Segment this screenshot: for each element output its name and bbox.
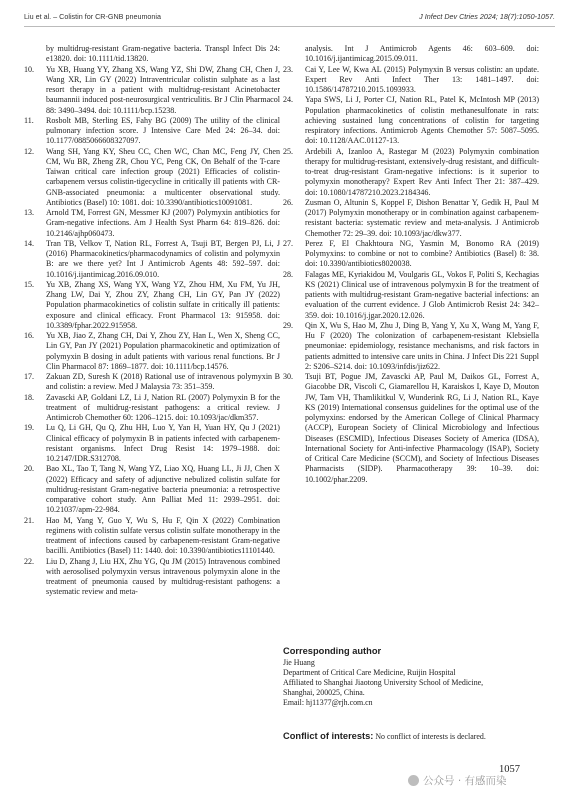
header-rule — [24, 26, 555, 27]
reference-item: 25. Ardebili A, Izanloo A, Rastegar M (2023) Polymyxin combination therapy for multidrug-resistant, extensively-drug resistant, and difficult-to-treat drug-resistant Gram-negative infections: is it superior to polymyxin monotherapy? Expert Rev Anti Infect Ther 21: 387–429. doi: 10.1080/14787210.2023.2184346. — [283, 146, 539, 197]
conflict-of-interests — [283, 731, 563, 741]
reference-item: 16. Yu XB, Jiao Z, Zhang CH, Dai Y, Zhou ZY, Han L, Wen X, Sheng CC, Lin GY, Pan JY (2021) Population pharmacokinetic and optimization of polymyxin B dosing in adult patients with various renal functions. Br J Clin Pharmacol 87: 1869–1877. doi: 10.1111/bcp.14576. — [24, 331, 280, 371]
reference-item: 11. Rosbolt MB, Sterling ES, Fahy BG (2009) The utility of the clinical pulmonary infection score. J Intensive Care Med 24: 26–34. doi: 10.1177/0885066608327097. — [24, 115, 280, 146]
reference-item: 27. Perez F, El Chakhtoura NG, Yasmin M, Bonomo RA (2019) Polymyxins: to combine or not to combine? Antibiotics (Basel) 8: 38. doi: 10.3390/antibiotics8020038. — [283, 238, 539, 269]
reference-item: 13. Arnold TM, Forrest GN, Messmer KJ (2007) Polymyxin antibiotics for Gram-negative infections. Am J Health Syst Pharm 64: 819–826. doi: 10.2146/ajhp060473. — [24, 208, 280, 238]
reference-item: 24. Yapa SWS, Li J, Porter CJ, Nation RL, Patel K, McIntosh MP (2013) Population pharmacokinetics of colistin methanesulfonate in rats: achieving sustained lung concentrations of colistin for targeting respiratory infections. Antimicrob Agents Chemother 57: 5087–5095. doi: 10.1128/AAC.01127-13. — [283, 95, 539, 146]
author-affiliation: Department of Critical Care Medicine, Ruijin Hospital — [283, 668, 456, 678]
reference-item: 18. Zavascki AP, Goldani LZ, Li J, Nation RL (2007) Polymyxin B for the treatment of multidrug-resistant pathogens: a critical review. J Antimicrob Chemother 60: 1206–1215. doi: 10.1093/jac/dkm357. — [24, 392, 280, 422]
reference-item: 26. Zusman O, Altunin S, Koppel F, Dishon Benattar Y, Gedik H, Paul M (2017) Polymyxin monotherapy or in combination against carbapenem-resistant bacteria: systematic review and meta-analysis. J Antimicrob Chemother 72: 29–39. doi: 10.1093/jac/dkw377. — [283, 197, 539, 238]
header-right: J Infect Dev Ctries 2024; 18(7):1050-1057. — [419, 12, 555, 21]
reference-item: 17. Zakuan ZD, Suresh K (2018) Rational use of intravenous polymyxin B and colistin: a review. Med J Malaysia 73: 351–359. — [24, 372, 280, 392]
reference-item: 20. Bao XL, Tao T, Tang N, Wang YZ, Liao XQ, Huang LL, Ji JJ, Chen X (2022) Efficacy and safety of adjunctive nebulized colistin sulfate for multidrug-resistant Gram-negative bacteria pneumonia: a retrospective comparative cohort study. Ann Palliat Med 11: 2939–2951. doi: 10.21037/apm-22-984. — [24, 464, 280, 515]
references-right-column — [283, 44, 539, 485]
reference-item: 14. Tran TB, Velkov T, Nation RL, Forrest A, Tsuji BT, Bergen PJ, Li, J (2016) Pharmacokinetics/pharmacodynamics of colistin and polymyxin B: are we there yet? Int J Antimicrob Agents 48: 592–597. doi: 10.1016/j.ijantimicag.2016.09.010. — [24, 238, 280, 279]
author-affiliation: Affiliated to Shanghai Jiaotong University School of Medicine, — [283, 678, 484, 688]
reference-item: 23. Cai Y, Lee W, Kwa AL (2015) Polymyxin B versus colistin: an update. Expert Rev Anti Infect Ther 13: 1481–1497. doi: 10.1586/14787210.2015.1093933. — [283, 64, 539, 94]
running-header — [24, 12, 555, 24]
reference-item: 15. Yu XB, Zhang XS, Wang YX, Wang YZ, Zhou HM, Xu FM, Yu JH, Zhang LW, Dai Y, Zhou ZY, Zhang CH, Lin GY, Pan JY (2022) Population pharmacokinetics of colistin sulfate in critically ill patients: exposure and clinical efficacy. Front Pharmacol 13: 915958. doi: 10.3389/fphar.2022.915958. — [24, 279, 280, 330]
reference-item: 29. Qin X, Wu S, Hao M, Zhu J, Ding B, Yang Y, Xu X, Wang M, Yang F, Hu F (2020) The colonization of carbapenem-resistant Klebsiella pneumoniae: epidemiology, resistance mechanisms, and risk factors in patients admitted to intensive care units in China. J Infect Dis 221 Suppl 2: S206–S214. doi: 10.1093/infdis/jiz622. — [283, 320, 539, 371]
wechat-icon — [408, 775, 419, 786]
conflict-text: No conflict of interests is declared. — [373, 732, 486, 741]
reference-item: by multidrug-resistant Gram-negative bacteria. Transpl Infect Dis 24: e13820. doi: 10.1111/tid.13820. — [46, 44, 280, 64]
reference-item: 19. Lu Q, Li GH, Qu Q, Zhu HH, Luo Y, Yan H, Yuan HY, Qu J (2021) Clinical efficacy of polymyxin B in patients infected with carbapenem-resistant organisms. Infect Drug Resist 14: 1979–1988. doi: 10.2147/IDR.S312708. — [24, 423, 280, 463]
conflict-heading: Conflict of interests: — [283, 731, 374, 741]
references-left-column — [24, 44, 280, 598]
reference-item: analysis. Int J Antimicrob Agents 46: 603–609. doi: 10.1016/j.ijantimicag.2015.09.011. — [305, 44, 539, 64]
author-email: Email: hj11377@rjh.com.cn — [283, 698, 373, 708]
reference-item: 21. Hao M, Yang Y, Guo Y, Wu S, Hu F, Qin X (2022) Combination regimens with colistin sulfate versus colistin sulfate monotherapy in the treatment of infections caused by carbapenem-resistant Gram-negative bacilli. Antibiotics (Basel) 11: 1440. doi: 10.3390/antibiotics11101440. — [24, 515, 280, 556]
corresponding-heading: Corresponding author — [283, 646, 382, 656]
corresponding-author — [283, 646, 543, 708]
reference-item: 30. Tsuji BT, Pogue JM, Zavascki AP, Paul M, Daikos GL, Forrest A, Giacobbe DR, Viscoli C, Giamarellou H, Karaiskos I, Kaye D, Mouton JW, Tam VH, Thamlikitkul V, Wunderink RG, Li J, Nation RL, Kaye KS (2019) International consensus guidelines for the optimal use of the polymyxins: endorsed by the American College of Clinical Pharmacy (ACCP), European Society of Clinical Microbiology and Infectious Diseases (ESCMID), Infectious Diseases Society of America (IDSA), International Society for Anti-infective Pharmacology (ISAP), Society of Critical Care Medicine (SCCM), and Society of Infectious Diseases Pharmacists (SIDP). Pharmacotherapy 39: 10–39. doi: 10.1002/phar.2209. — [283, 372, 539, 484]
author-address: Shanghai, 200025, China. — [283, 688, 365, 698]
author-name: Jie Huang — [283, 658, 315, 667]
watermark-text: 公众号 · 有感而染 — [423, 775, 507, 787]
watermark — [408, 773, 507, 788]
reference-item: 10. Yu XB, Huang YY, Zhang XS, Wang YZ, Shi DW, Zhang CH, Chen J, Wang XR, Lin GY (2022) Intraventricular colistin sulphate as a last resort therapy in a patient with multidrug-resistant Acinetobacter baumannii induced post-neurosurgical ventriculitis. Br J Clin Pharmacol 88: 3490–3494. doi: 10.1111/bcp.15238. — [24, 64, 280, 115]
reference-item: 12. Wang SH, Yang KY, Sheu CC, Chen WC, Chan MC, Feng JY, Chen CM, Wu BR, Zheng ZR, Chou YC, Peng CK, On Behalf of the T-care Taiwan critical care infection group (2021) Efficacies of colistin-carbapenem versus colistin-tigecycline in critically ill patients with CR-GNB-associated pneumonia: a multicenter observational study. Antibiotics (Basel) 10: 1081. doi: 10.3390/antibiotics10091081. — [24, 146, 280, 207]
page-number: 1057 — [499, 764, 520, 775]
reference-item: 28. Falagas ME, Kyriakidou M, Voulgaris GL, Vokos F, Politi S, Kechagias KS (2021) Clinical use of intravenous polymyxin B for the treatment of patients with multidrug-resistant Gram-negative bacterial infections: an evaluation of the current evidence. J Glob Antimicrob Resist 24: 342–359. doi: 10.1016/j.jgar.2020.12.026. — [283, 269, 539, 320]
reference-item: 22. Liu D, Zhang J, Liu HX, Zhu YG, Qu JM (2015) Intravenous combined with aerosolised polymyxin versus intravenous polymyxin alone in the treatment of pneumonia caused by multidrug-resistant pathogens: a systematic review and meta- — [24, 556, 280, 597]
header-left: Liu et al. – Colistin for CR-GNB pneumonia — [24, 12, 162, 21]
